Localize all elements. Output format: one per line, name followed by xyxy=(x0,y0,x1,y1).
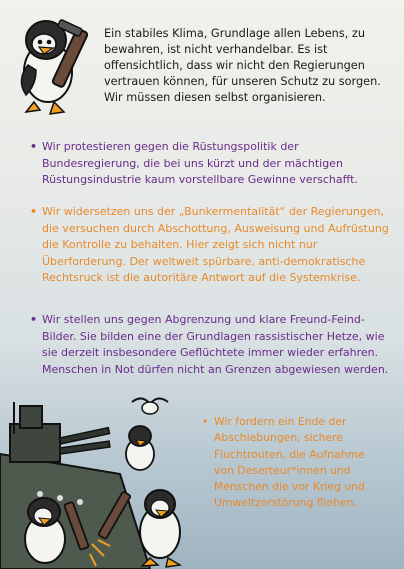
bullet-text: Wir protestieren gegen die Rüstungspolitik der Bundesregierung, die bei uns kürzt und der mächtigen Rüstungsindustrie kaum vorstellbare Gewinne verschafft. xyxy=(42,140,358,186)
bullet-item-1 xyxy=(30,139,390,189)
bullet-item-4 xyxy=(202,414,382,512)
bullet-item-3 xyxy=(30,312,390,378)
bullet-text: Wir widersetzen uns der „Bunkermentalität“ der Regierungen, die versuchen durch Abschottung, Ausweisung und Aufrüstung die Kontrolle zu behalten. Hier zeigt sich nicht nur Überforderung. Der weltweit spürbare, anti-demokratische Rechtsruck ist die autoritäre Antwort auf die Systemkrise. xyxy=(42,205,389,284)
warship-penguins-illustration xyxy=(0,394,200,569)
bullet-marker: • xyxy=(30,313,38,326)
bullet-marker: • xyxy=(30,140,38,153)
bullet-text: Wir stellen uns gegen Abgrenzung und klare Freund-Feind-Bilder. Sie bilden eine der Grundlagen rassistischer Hetze, wie sie derzeit insbesondere Geflüchtete immer wieder erfahren. Menschen in Not dürfen nicht an Grenzen abgewiesen werden. xyxy=(42,313,389,376)
bullet-text: Wir fordern ein Ende der Abschiebungen, sichere Fluchtrouten, die Aufnahme von Deserteur*innen und Menschen die vor Krieg und Umweltzerstörung fliehen. xyxy=(214,415,365,510)
bullet-marker: • xyxy=(30,205,38,218)
bullet-item-2 xyxy=(30,204,390,287)
penguin-jackhammer-illustration xyxy=(6,10,106,120)
intro-paragraph: Ein stabiles Klima, Grundlage allen Lebens, zu bewahren, ist nicht verhandelbar. Es ist offensichtlich, dass wir nicht den Regierungen vertrauen können, für unseren Schutz zu sorgen. Wir müssen diesen selbst organisieren. xyxy=(104,27,381,104)
bullet-marker: • xyxy=(202,415,209,428)
